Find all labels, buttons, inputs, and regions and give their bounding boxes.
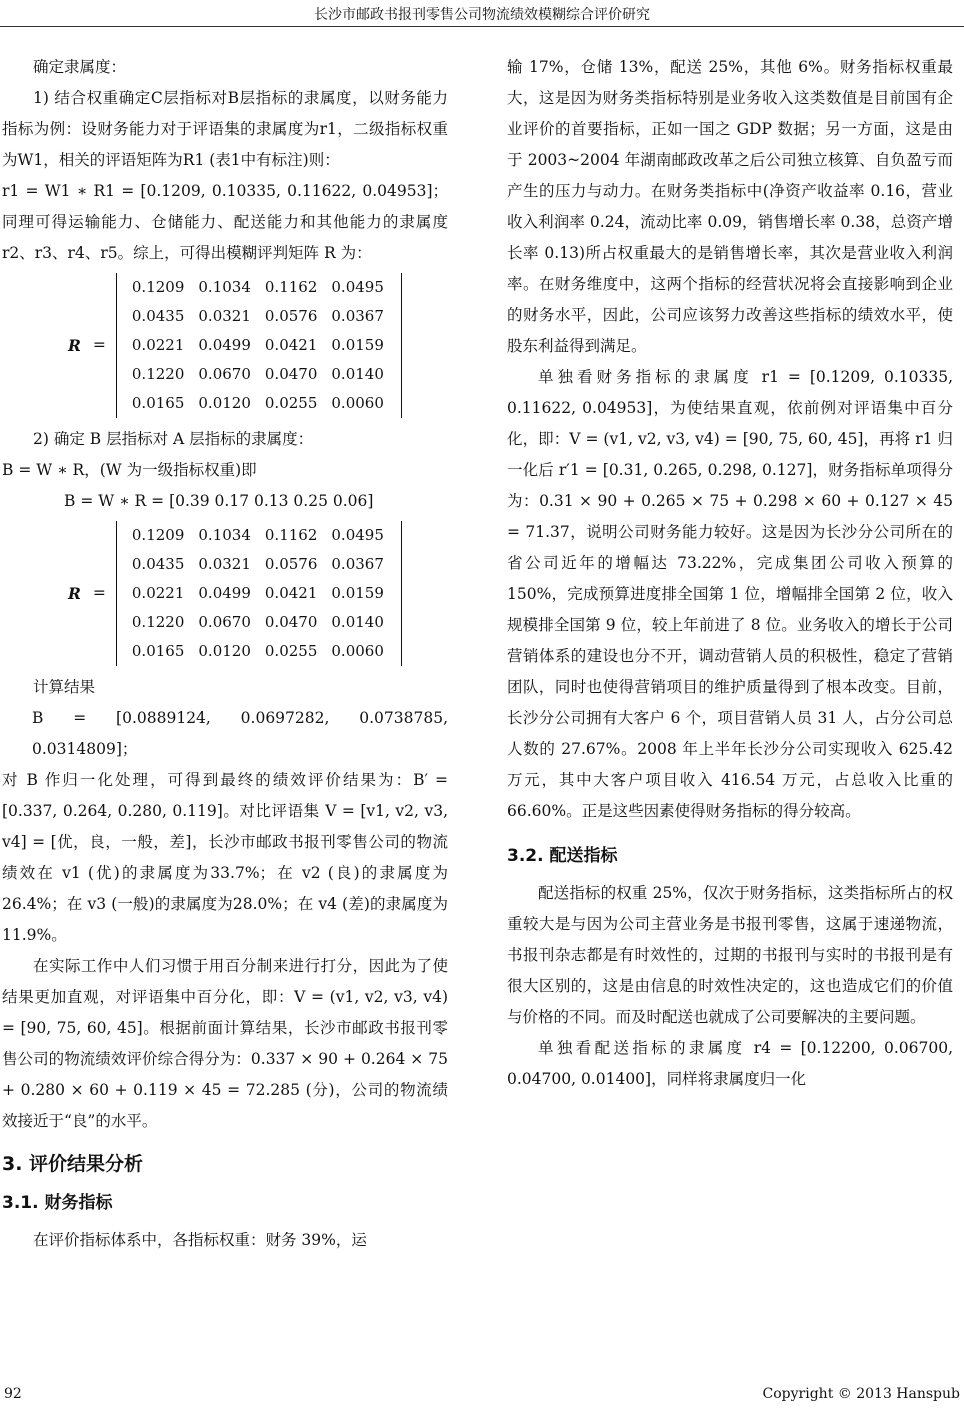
matrix-cell: 0.0421 xyxy=(264,336,318,354)
matrix-cell: 0.0670 xyxy=(198,613,251,631)
matrix-cell: 0.1162 xyxy=(264,278,318,296)
matrix-cell: 0.0120 xyxy=(198,394,251,412)
equation-b-result: B = [0.0889124, 0.0697282, 0.0738785, 0.0314809]； xyxy=(32,709,448,758)
matrix-cell: 0.0060 xyxy=(331,642,384,660)
subsection-heading-3-2: 3.2. 配送指标 xyxy=(507,846,618,866)
matrix-cell: 0.0120 xyxy=(198,642,251,660)
matrix-row xyxy=(125,579,391,608)
matrix-row xyxy=(125,521,391,550)
equation-b-def: B = W ∗ R，(W 为一级指标权重)即 xyxy=(2,461,257,479)
matrix-row xyxy=(125,273,391,302)
right-column xyxy=(507,52,953,1095)
matrix-cell: 0.0140 xyxy=(331,613,384,631)
subsection-heading-3-1: 3.1. 财务指标 xyxy=(2,1193,113,1213)
copyright: Copyright © 2013 Hanspub xyxy=(762,1386,960,1402)
matrix-cell: 0.0495 xyxy=(331,278,384,296)
para-finance-score: 单独看财务指标的隶属度 r1 = [0.1209, 0.10335, 0.11622, 0.04953]，为使结果直观，依前例对评语集中百分化，即：V = (v1, v2, v3, v4) = [90, 75, 60, 45]，再将 r1 归一化后 r′1 = [0.31, 0.265, 0.298, 0.127]，财务指标单项得分为：0.31 × 90 + 0.265 × 75 + 0.298 × 60 + 0.127 × 45 = 71.37，说明公司财务能力较好。这是因为长沙分公司所在的省公司近年的增幅达 73.22%，完成集团公司收入预算的 150%，完成预算进度排全国第 1 位，增幅排全国第 2 位，收入规模排全国第 9 位，较上年前进了 8 位。业务收入的增长于公司营销体系的建设也分不开，调动营销人员的积极性，稳定了营销团队，同时也使得营销项目的维护质量得到了根本改变。目前，长沙分公司拥有大客户 6 个，项目营销人员 31 人，占分公司总人数的 27.67%。2008 年上半年长沙分公司实现收入 625.42 万元，其中大客户项目收入 416.54 万元，占总收入比重的 66.60%。正是这些因素使得财务指标的得分较高。 xyxy=(507,368,953,820)
matrix-row xyxy=(125,550,391,579)
equation-r1: r1 = W1 ∗ R1 = [0.1209, 0.10335, 0.11622, 0.04953]；同理可得运输能力、仓储能力、配送能力和其他能力的隶属度 r2、r3、r4、r5。综上，可得出模糊评判矩阵 R 为： xyxy=(2,182,448,262)
matrix-cell: 0.1209 xyxy=(131,526,185,544)
equals-sign: = xyxy=(92,336,106,354)
para-finance-weights: 输 17%，仓储 13%，配送 25%，其他 6%。财务指标权重最大，这是因为财务类指标特别是业务收入这类数值是目前国有企业评价的首要指标，正如一国之 GDP 数据；另一方面，这是由于 2003~2004 年湖南邮政改革之后公司独立核算、自负盈亏而产生的压力与动力。在财务类指标中(净资产收益率 0.16，营业收入利润率 0.24，流动比率 0.09，销售增长率 0.38，总资产增长率 0.13)所占权重最大的是销售增长率，其次是营业收入利润率。在财务维度中，这两个指标的经营状况将会直接影响到企业的财务水平，因此，公司应该努力改善这些指标的绩效水平，使股东利益得到满足。 xyxy=(507,58,953,355)
para-step2: 2) 确定 B 层指标对 A 层指标的隶属度： xyxy=(33,430,314,448)
para-normalize: 对 B 作归一化处理，可得到最终的绩效评价结果为：B′ = [0.337, 0.264, 0.280, 0.119]。对比评语集 V = [v1, v2, v3, v4] = [优，良，一般，差]，长沙市邮政书报刊零售公司的物流绩效在 v1 (优)的隶属度为33.7%；在 v2 (良)的隶属度为26.4%；在 v3 (一般)的隶属度为28.0%；在 v4 (差)的隶属度为 11.9%。 xyxy=(2,771,448,944)
matrix-label: R xyxy=(68,584,81,603)
matrix-label: R xyxy=(68,336,81,355)
matrix-cell: 0.0495 xyxy=(331,526,384,544)
matrix-cell: 0.0321 xyxy=(198,307,251,325)
matrix-cell: 0.0470 xyxy=(264,365,318,383)
matrix-cell: 0.1220 xyxy=(131,365,185,383)
para-percent-score: 在实际工作中人们习惯于用百分制来进行打分，因此为了使结果更加直观，对评语集中百分化，即：V = (v1, v2, v3, v4) = [90, 75, 60, 45]。根据前面计算结果，长沙市邮政书报刊零售公司的物流绩效评价综合得分为：0.337 × 90 + 0.264 × 75 + 0.280 × 60 + 0.119 × 45 = 72.285 (分)，公司的物流绩效接近于“良”的水平。 xyxy=(2,957,448,1130)
matrix-row xyxy=(125,360,391,389)
matrix-cell: 0.0367 xyxy=(331,555,384,573)
para-result-label: 计算结果 xyxy=(33,678,96,696)
matrix-row xyxy=(125,302,391,331)
matrix-table xyxy=(125,521,391,666)
matrix-cell: 0.0499 xyxy=(198,584,251,602)
matrix-cell: 0.0670 xyxy=(198,365,251,383)
matrix-cell: 0.0470 xyxy=(264,613,318,631)
para-membership-intro: 确定隶属度： xyxy=(33,58,127,76)
matrix-cell: 0.0435 xyxy=(131,307,185,325)
left-column xyxy=(2,52,448,1256)
matrix-cell: 0.0499 xyxy=(198,336,251,354)
matrix-row xyxy=(125,389,391,418)
matrix-cell: 0.1162 xyxy=(264,526,318,544)
matrix-cell: 0.1034 xyxy=(198,278,251,296)
matrix-row xyxy=(125,637,391,666)
matrix-cell: 0.0140 xyxy=(331,365,384,383)
matrix-r-1 xyxy=(68,273,448,418)
para-delivery: 配送指标的权重 25%，仅次于财务指标，这类指标所占的权重较大是与因为公司主营业务是书报刊零售，这属于速递物流，书报刊杂志都是有时效性的，过期的书报刊与实时的书报刊是有很大区别的，这是由信息的时效性决定的，这也造成它们的价值与价格的不同。而及时配送也就成了公司要解决的主要问题。 xyxy=(507,884,953,1026)
page-number: 92 xyxy=(4,1386,22,1402)
para-step1: 1) 结合权重确定C层指标对B层指标的隶属度，以财务能力指标为例：设财务能力对于评语集的隶属度为r1，二级指标权重为W1，相关的评语矩阵为R1 (表1中有标注)则： xyxy=(2,89,448,169)
matrix-cell: 0.0321 xyxy=(198,555,251,573)
para-delivery-score: 单独看配送指标的隶属度 r4 = [0.12200, 0.06700, 0.04700, 0.01400]，同样将隶属度归一化 xyxy=(507,1039,953,1088)
equation-b-weights: B = W ∗ R = [0.39 0.17 0.13 0.25 0.06] xyxy=(64,492,374,510)
matrix-cell: 0.0221 xyxy=(131,584,185,602)
section-heading-3: 3. 评价结果分析 xyxy=(2,1153,144,1175)
matrix-cell: 0.0060 xyxy=(331,394,384,412)
matrix-cell: 0.0159 xyxy=(331,584,384,602)
matrix-row xyxy=(125,608,391,637)
matrix-bracket xyxy=(116,521,402,666)
matrix-table xyxy=(125,273,391,418)
equals-sign: = xyxy=(92,584,106,602)
matrix-cell: 0.0576 xyxy=(264,555,318,573)
matrix-cell: 0.0367 xyxy=(331,307,384,325)
header-rule xyxy=(0,26,964,27)
matrix-cell: 0.0165 xyxy=(131,394,185,412)
matrix-cell: 0.0435 xyxy=(131,555,185,573)
para-weights: 在评价指标体系中，各指标权重：财务 39%，运 xyxy=(33,1231,367,1249)
matrix-cell: 0.1034 xyxy=(198,526,251,544)
matrix-bracket xyxy=(116,273,402,418)
matrix-cell: 0.1209 xyxy=(131,278,185,296)
matrix-cell: 0.0221 xyxy=(131,336,185,354)
matrix-r-2 xyxy=(68,521,448,666)
matrix-cell: 0.1220 xyxy=(131,613,185,631)
running-header: 长沙市邮政书报刊零售公司物流绩效模糊综合评价研究 xyxy=(314,7,650,23)
matrix-cell: 0.0421 xyxy=(264,584,318,602)
matrix-row xyxy=(125,331,391,360)
matrix-cell: 0.0159 xyxy=(331,336,384,354)
matrix-cell: 0.0255 xyxy=(264,642,318,660)
matrix-cell: 0.0576 xyxy=(264,307,318,325)
matrix-cell: 0.0255 xyxy=(264,394,318,412)
matrix-cell: 0.0165 xyxy=(131,642,185,660)
